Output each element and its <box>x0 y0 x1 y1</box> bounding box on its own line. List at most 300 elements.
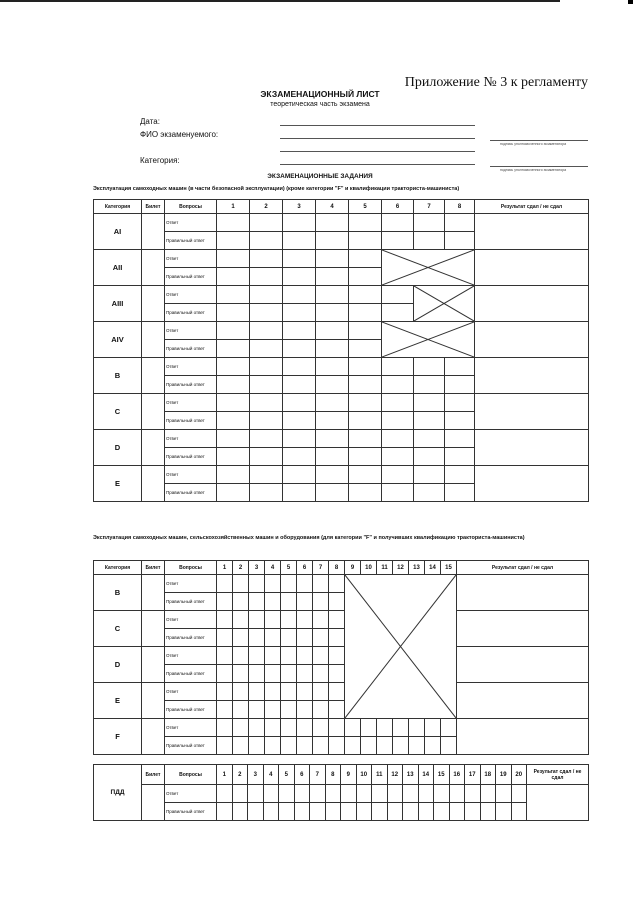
answer-cell[interactable] <box>345 719 361 737</box>
answer-cell[interactable] <box>250 214 283 232</box>
answer-cell[interactable] <box>403 785 419 803</box>
ticket-cell[interactable] <box>142 358 165 394</box>
answer-cell[interactable] <box>316 214 349 232</box>
correct-answer-cell[interactable] <box>279 803 295 821</box>
correct-answer-cell[interactable] <box>283 448 316 466</box>
answer-cell[interactable] <box>297 683 313 701</box>
correct-answer-cell[interactable] <box>233 737 249 755</box>
correct-answer-cell[interactable] <box>409 737 425 755</box>
answer-cell[interactable] <box>349 286 382 304</box>
correct-answer-cell[interactable] <box>217 412 250 430</box>
result-cell[interactable] <box>457 719 589 755</box>
correct-answer-cell[interactable] <box>297 593 313 611</box>
answer-cell[interactable] <box>217 611 233 629</box>
result-cell[interactable] <box>527 785 589 821</box>
answer-cell[interactable] <box>283 358 316 376</box>
answer-cell[interactable] <box>349 466 382 484</box>
correct-answer-cell[interactable] <box>325 803 341 821</box>
correct-answer-cell[interactable] <box>283 484 316 502</box>
correct-answer-cell[interactable] <box>249 593 265 611</box>
correct-answer-cell[interactable] <box>283 232 316 250</box>
ticket-cell[interactable] <box>142 647 165 683</box>
answer-cell[interactable] <box>341 785 357 803</box>
correct-answer-cell[interactable] <box>250 412 283 430</box>
answer-cell[interactable] <box>414 430 445 448</box>
answer-cell[interactable] <box>297 719 313 737</box>
answer-cell[interactable] <box>349 358 382 376</box>
header-question-number: 7 <box>310 765 326 785</box>
correct-answer-cell[interactable] <box>297 665 313 683</box>
correct-answer-label: Правильный ответ <box>165 268 217 286</box>
answer-cell[interactable] <box>387 785 403 803</box>
answer-cell[interactable] <box>445 394 475 412</box>
correct-answer-cell[interactable] <box>217 232 250 250</box>
result-cell[interactable] <box>475 394 589 430</box>
correct-answer-cell[interactable] <box>263 803 279 821</box>
correct-answer-cell[interactable] <box>217 665 233 683</box>
answer-cell[interactable] <box>217 394 250 412</box>
result-cell[interactable] <box>475 466 589 502</box>
correct-answer-cell[interactable] <box>217 484 250 502</box>
answer-label: Ответ <box>165 250 217 268</box>
correct-answer-cell[interactable] <box>445 448 475 466</box>
answer-cell[interactable] <box>445 430 475 448</box>
answer-cell[interactable] <box>283 250 316 268</box>
result-cell[interactable] <box>457 575 589 611</box>
correct-answer-cell[interactable] <box>217 448 250 466</box>
correct-answer-cell[interactable] <box>434 803 450 821</box>
answer-cell[interactable] <box>409 719 425 737</box>
correct-answer-cell[interactable] <box>283 376 316 394</box>
correct-answer-cell[interactable] <box>233 665 249 683</box>
category-line[interactable] <box>280 164 475 165</box>
correct-answer-cell[interactable] <box>316 340 349 358</box>
answer-cell[interactable] <box>414 394 445 412</box>
correct-answer-cell[interactable] <box>249 665 265 683</box>
answer-cell[interactable] <box>414 358 445 376</box>
correct-answer-cell[interactable] <box>248 803 264 821</box>
correct-answer-cell[interactable] <box>349 232 382 250</box>
correct-answer-cell[interactable] <box>356 803 372 821</box>
correct-answer-cell[interactable] <box>445 232 475 250</box>
correct-answer-cell[interactable] <box>349 376 382 394</box>
answer-cell[interactable] <box>248 785 264 803</box>
signature-line-1[interactable] <box>490 140 588 141</box>
correct-answer-cell[interactable] <box>265 665 281 683</box>
ticket-cell[interactable] <box>142 286 165 322</box>
correct-answer-cell[interactable] <box>382 232 414 250</box>
answer-cell[interactable] <box>233 647 249 665</box>
correct-answer-cell[interactable] <box>316 484 349 502</box>
answer-cell[interactable] <box>265 575 281 593</box>
answer-cell[interactable] <box>217 250 250 268</box>
answer-cell[interactable] <box>217 575 233 593</box>
page-subtitle: теоретическая часть экзамена <box>270 101 370 108</box>
correct-answer-cell[interactable] <box>313 593 329 611</box>
answer-cell[interactable] <box>283 430 316 448</box>
correct-answer-cell[interactable] <box>283 340 316 358</box>
correct-answer-cell[interactable] <box>316 412 349 430</box>
answer-cell[interactable] <box>329 683 345 701</box>
answer-cell[interactable] <box>297 647 313 665</box>
header-question-number: 1 <box>217 561 233 575</box>
page-title: ЭКЗАМЕНАЦИОННЫЙ ЛИСТ <box>260 89 380 99</box>
answer-cell[interactable] <box>263 785 279 803</box>
answer-cell[interactable] <box>265 719 281 737</box>
tasks-title: ЭКЗАМЕНАЦИОННЫЕ ЗАДАНИЯ <box>267 173 373 180</box>
correct-answer-cell[interactable] <box>217 803 233 821</box>
result-cell[interactable] <box>475 322 589 358</box>
correct-answer-cell[interactable] <box>217 304 250 322</box>
answer-cell[interactable] <box>329 719 345 737</box>
correct-answer-cell[interactable] <box>217 737 233 755</box>
answer-cell[interactable] <box>249 719 265 737</box>
ticket-cell[interactable] <box>142 785 165 821</box>
answer-cell[interactable] <box>283 322 316 340</box>
header-ticket: Билет <box>142 765 165 785</box>
correct-answer-cell[interactable] <box>441 737 457 755</box>
correct-answer-cell[interactable] <box>281 701 297 719</box>
answer-cell[interactable] <box>283 214 316 232</box>
correct-answer-cell[interactable] <box>250 268 283 286</box>
answer-cell[interactable] <box>217 719 233 737</box>
correct-answer-cell[interactable] <box>316 232 349 250</box>
correct-answer-cell[interactable] <box>329 629 345 647</box>
correct-answer-cell[interactable] <box>377 737 393 755</box>
answer-cell[interactable] <box>233 683 249 701</box>
answer-cell[interactable] <box>250 286 283 304</box>
answer-cell[interactable] <box>316 466 349 484</box>
ticket-cell[interactable] <box>142 430 165 466</box>
correct-answer-cell[interactable] <box>414 484 445 502</box>
answer-cell[interactable] <box>217 466 250 484</box>
fio-line-2[interactable] <box>280 151 475 152</box>
answer-cell[interactable] <box>283 394 316 412</box>
answer-cell[interactable] <box>349 430 382 448</box>
answer-cell[interactable] <box>325 785 341 803</box>
answer-cell[interactable] <box>297 575 313 593</box>
answer-cell[interactable] <box>316 430 349 448</box>
correct-answer-cell[interactable] <box>297 629 313 647</box>
answer-cell[interactable] <box>313 683 329 701</box>
signature-line-2[interactable] <box>490 166 588 167</box>
ticket-cell[interactable] <box>142 719 165 755</box>
result-cell[interactable] <box>457 611 589 647</box>
answer-cell[interactable] <box>445 466 475 484</box>
answer-cell[interactable] <box>382 214 414 232</box>
correct-answer-label: Правильный ответ <box>165 701 217 719</box>
correct-answer-cell[interactable] <box>382 484 414 502</box>
answer-cell[interactable] <box>316 286 349 304</box>
answer-cell[interactable] <box>480 785 496 803</box>
answer-cell[interactable] <box>434 785 450 803</box>
ticket-cell[interactable] <box>142 611 165 647</box>
correct-answer-cell[interactable] <box>382 412 414 430</box>
correct-answer-cell[interactable] <box>249 629 265 647</box>
answer-cell[interactable] <box>217 322 250 340</box>
answer-cell[interactable] <box>281 611 297 629</box>
correct-answer-cell[interactable] <box>265 629 281 647</box>
answer-cell[interactable] <box>329 611 345 629</box>
correct-answer-cell[interactable] <box>250 232 283 250</box>
answer-cell[interactable] <box>281 719 297 737</box>
answer-cell[interactable] <box>233 611 249 629</box>
answer-cell[interactable] <box>313 611 329 629</box>
correct-answer-cell[interactable] <box>281 665 297 683</box>
answer-cell[interactable] <box>250 322 283 340</box>
correct-answer-cell[interactable] <box>403 803 419 821</box>
ticket-cell[interactable] <box>142 250 165 286</box>
correct-answer-cell[interactable] <box>414 376 445 394</box>
correct-answer-cell[interactable] <box>281 593 297 611</box>
date-line[interactable] <box>280 125 475 126</box>
answer-cell[interactable] <box>449 785 465 803</box>
answer-cell[interactable] <box>372 785 388 803</box>
correct-answer-cell[interactable] <box>382 376 414 394</box>
answer-cell[interactable] <box>377 719 393 737</box>
correct-answer-cell[interactable] <box>349 448 382 466</box>
signature-hint-2: подпись уполномоченного экзаменатора <box>500 168 567 172</box>
correct-answer-cell[interactable] <box>250 376 283 394</box>
answer-cell[interactable] <box>329 647 345 665</box>
answer-cell[interactable] <box>294 785 310 803</box>
answer-cell[interactable] <box>382 430 414 448</box>
answer-cell[interactable] <box>382 286 414 304</box>
correct-answer-cell[interactable] <box>217 340 250 358</box>
answer-cell[interactable] <box>349 250 382 268</box>
answer-cell[interactable] <box>316 322 349 340</box>
correct-answer-cell[interactable] <box>217 629 233 647</box>
answer-cell[interactable] <box>250 250 283 268</box>
answer-cell[interactable] <box>313 647 329 665</box>
correct-answer-cell[interactable] <box>445 412 475 430</box>
answer-cell[interactable] <box>316 250 349 268</box>
answer-cell[interactable] <box>445 358 475 376</box>
answer-cell[interactable] <box>249 611 265 629</box>
correct-answer-cell[interactable] <box>233 701 249 719</box>
answer-cell[interactable] <box>511 785 527 803</box>
answer-cell[interactable] <box>217 647 233 665</box>
answer-cell[interactable] <box>217 430 250 448</box>
correct-answer-cell[interactable] <box>233 593 249 611</box>
correct-answer-cell[interactable] <box>382 448 414 466</box>
correct-answer-cell[interactable] <box>316 268 349 286</box>
answer-cell[interactable] <box>349 322 382 340</box>
correct-answer-cell[interactable] <box>316 304 349 322</box>
answer-cell[interactable] <box>414 214 445 232</box>
answer-cell[interactable] <box>441 719 457 737</box>
correct-answer-label: Правильный ответ <box>165 484 217 502</box>
correct-answer-cell[interactable] <box>329 593 345 611</box>
correct-answer-cell[interactable] <box>250 340 283 358</box>
answer-cell[interactable] <box>232 785 248 803</box>
answer-cell[interactable] <box>281 647 297 665</box>
answer-cell[interactable] <box>281 575 297 593</box>
correct-answer-cell[interactable] <box>349 304 382 322</box>
correct-answer-cell[interactable] <box>217 701 233 719</box>
answer-cell[interactable] <box>414 466 445 484</box>
correct-answer-cell[interactable] <box>250 484 283 502</box>
answer-cell[interactable] <box>316 358 349 376</box>
correct-answer-cell[interactable] <box>313 665 329 683</box>
answer-cell[interactable] <box>249 683 265 701</box>
answer-cell[interactable] <box>382 466 414 484</box>
answer-cell[interactable] <box>233 575 249 593</box>
category-cell: C <box>94 394 142 430</box>
correct-answer-cell[interactable] <box>382 304 414 322</box>
correct-answer-cell[interactable] <box>425 737 441 755</box>
correct-answer-cell[interactable] <box>281 629 297 647</box>
correct-answer-cell[interactable] <box>449 803 465 821</box>
answer-cell[interactable] <box>418 785 434 803</box>
correct-answer-cell[interactable] <box>313 737 329 755</box>
correct-answer-cell[interactable] <box>329 701 345 719</box>
answer-cell[interactable] <box>382 394 414 412</box>
answer-cell[interactable] <box>265 647 281 665</box>
result-cell[interactable] <box>475 250 589 286</box>
header-question-number: 9 <box>345 561 361 575</box>
correct-answer-cell[interactable] <box>313 629 329 647</box>
correct-answer-cell[interactable] <box>414 232 445 250</box>
answer-cell[interactable] <box>283 286 316 304</box>
answer-cell[interactable] <box>382 358 414 376</box>
result-cell[interactable] <box>475 358 589 394</box>
correct-answer-cell[interactable] <box>265 701 281 719</box>
correct-answer-cell[interactable] <box>249 701 265 719</box>
correct-answer-cell[interactable] <box>465 803 481 821</box>
correct-answer-cell[interactable] <box>217 593 233 611</box>
correct-answer-cell[interactable] <box>294 803 310 821</box>
answer-cell[interactable] <box>265 683 281 701</box>
answer-cell[interactable] <box>425 719 441 737</box>
answer-cell[interactable] <box>217 358 250 376</box>
answer-cell[interactable] <box>250 466 283 484</box>
answer-cell[interactable] <box>233 719 249 737</box>
correct-answer-cell[interactable] <box>511 803 527 821</box>
answer-cell[interactable] <box>361 719 377 737</box>
correct-answer-cell[interactable] <box>349 268 382 286</box>
correct-answer-cell[interactable] <box>250 304 283 322</box>
correct-answer-cell[interactable] <box>418 803 434 821</box>
correct-answer-cell[interactable] <box>297 701 313 719</box>
correct-answer-cell[interactable] <box>480 803 496 821</box>
correct-answer-cell[interactable] <box>217 268 250 286</box>
header-questions: Вопросы <box>165 561 217 575</box>
answer-cell[interactable] <box>445 214 475 232</box>
correct-answer-cell[interactable] <box>445 484 475 502</box>
result-cell[interactable] <box>475 430 589 466</box>
fio-line[interactable] <box>280 138 475 139</box>
answer-cell[interactable] <box>310 785 326 803</box>
ticket-cell[interactable] <box>142 322 165 358</box>
correct-answer-cell[interactable] <box>349 484 382 502</box>
correct-answer-cell[interactable] <box>283 304 316 322</box>
correct-answer-cell[interactable] <box>349 412 382 430</box>
correct-answer-cell[interactable] <box>345 737 361 755</box>
result-cell[interactable] <box>457 683 589 719</box>
answer-cell[interactable] <box>217 785 233 803</box>
correct-answer-cell[interactable] <box>249 737 265 755</box>
header-result: Результат сдал / не сдал <box>475 200 589 214</box>
correct-answer-cell[interactable] <box>414 448 445 466</box>
correct-answer-cell[interactable] <box>496 803 512 821</box>
correct-answer-cell[interactable] <box>283 412 316 430</box>
answer-cell[interactable] <box>349 214 382 232</box>
correct-answer-cell[interactable] <box>233 629 249 647</box>
correct-answer-cell[interactable] <box>329 665 345 683</box>
result-cell[interactable] <box>475 286 589 322</box>
correct-answer-label: Правильный ответ <box>165 629 217 647</box>
answer-cell[interactable] <box>329 575 345 593</box>
correct-answer-cell[interactable] <box>316 376 349 394</box>
correct-answer-cell[interactable] <box>361 737 377 755</box>
answer-cell[interactable] <box>217 214 250 232</box>
correct-answer-cell[interactable] <box>265 737 281 755</box>
answer-cell[interactable] <box>250 430 283 448</box>
answer-cell[interactable] <box>265 611 281 629</box>
answer-cell[interactable] <box>356 785 372 803</box>
header-result: Результат сдал / не сдал <box>527 765 589 785</box>
correct-answer-cell[interactable] <box>283 268 316 286</box>
ticket-cell[interactable] <box>142 683 165 719</box>
result-cell[interactable] <box>475 214 589 250</box>
correct-answer-cell[interactable] <box>232 803 248 821</box>
correct-answer-cell[interactable] <box>349 340 382 358</box>
correct-answer-cell[interactable] <box>310 803 326 821</box>
answer-cell[interactable] <box>297 611 313 629</box>
answer-cell[interactable] <box>465 785 481 803</box>
answer-cell[interactable] <box>393 719 409 737</box>
answer-cell[interactable] <box>496 785 512 803</box>
answer-cell[interactable] <box>250 358 283 376</box>
correct-answer-cell[interactable] <box>250 448 283 466</box>
correct-answer-cell[interactable] <box>297 737 313 755</box>
answer-cell[interactable] <box>217 286 250 304</box>
correct-answer-cell[interactable] <box>387 803 403 821</box>
answer-cell[interactable] <box>316 394 349 412</box>
answer-cell[interactable] <box>250 394 283 412</box>
answer-cell[interactable] <box>249 575 265 593</box>
answer-cell[interactable] <box>349 394 382 412</box>
correct-answer-cell[interactable] <box>341 803 357 821</box>
correct-answer-cell[interactable] <box>372 803 388 821</box>
correct-answer-cell[interactable] <box>281 737 297 755</box>
correct-answer-cell[interactable] <box>265 593 281 611</box>
answer-cell[interactable] <box>279 785 295 803</box>
ticket-cell[interactable] <box>142 466 165 502</box>
ticket-cell[interactable] <box>142 214 165 250</box>
answer-cell[interactable] <box>249 647 265 665</box>
result-cell[interactable] <box>457 647 589 683</box>
correct-answer-cell[interactable] <box>329 737 345 755</box>
correct-answer-cell[interactable] <box>217 376 250 394</box>
header-question-number: 14 <box>425 561 441 575</box>
ticket-cell[interactable] <box>142 394 165 430</box>
correct-answer-cell[interactable] <box>316 448 349 466</box>
answer-cell[interactable] <box>281 683 297 701</box>
answer-cell[interactable] <box>313 719 329 737</box>
correct-answer-cell[interactable] <box>445 376 475 394</box>
header-question-number: 3 <box>248 765 264 785</box>
correct-answer-cell[interactable] <box>414 412 445 430</box>
correct-answer-cell[interactable] <box>393 737 409 755</box>
correct-answer-cell[interactable] <box>313 701 329 719</box>
ticket-cell[interactable] <box>142 575 165 611</box>
answer-label: Ответ <box>165 611 217 629</box>
answer-cell[interactable] <box>217 683 233 701</box>
answer-cell[interactable] <box>283 466 316 484</box>
answer-cell[interactable] <box>313 575 329 593</box>
